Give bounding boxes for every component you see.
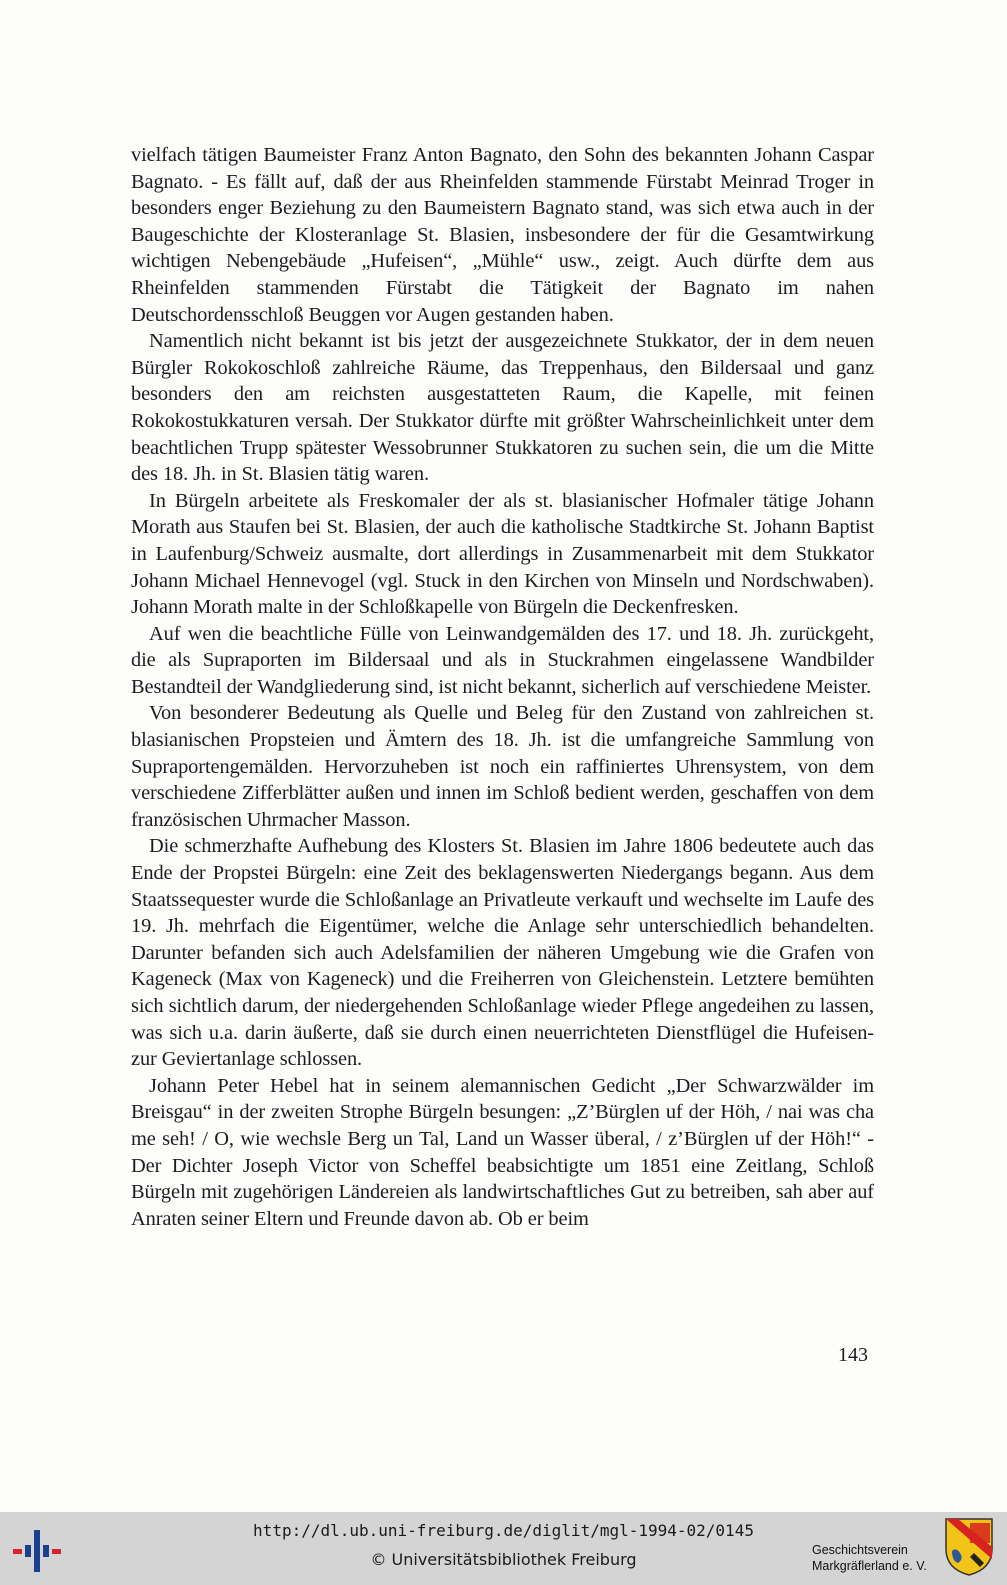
paragraph-5: Von besonderer Bedeutung als Quelle und Beleg für den Zustand von zahlreichen st. blasianischen Propsteien und Ämtern des 18. Jh. ist die umfangreiche Sammlung von Supraportengemälden. Hervorzuheben ist noch ein raffiniertes Uhrensystem, von dem verschiedene Zifferblätter außen und innen im Schloß bedient werden, geschaffen von dem französischen Uhrmacher Masson. [131, 702, 874, 831]
footer-url-link[interactable]: http://dl.ub.uni-freiburg.de/diglit/mgl-1994-02/0145 [253, 1521, 754, 1540]
paragraph-3: In Bürgeln arbeitete als Freskomaler der als st. blasianischer Hofmaler tätige Johann Morath aus Staufen bei St. Blasien, der auch die katholische Stadtkirche St. Johann Baptist in Laufenburg/Schweiz ausmalte, dort allerdings in Zusammenarbeit mit dem Stukkator Johann Michael Hennevogel (vgl. Stuck in den Kirchen von Minseln und Nordschwaben). Johann Morath malte in der Schloßkapelle von Bürgeln die Deckenfresken. [131, 489, 874, 619]
paragraph-1: vielfach tätigen Baumeister Franz Anton Bagnato, den Sohn des bekannten Johann Caspar Bagnato. - Es fällt auf, daß der aus Rheinfelden stammende Fürstabt Meinrad Troger in besonders enger Beziehung zu den Baumeistern Bagnato stand, was sich etwa auch in der Baugeschichte der Klosteranlage St. Blasien, insbesondere der für die Gesamtwirkung wichtigen Nebengebäude „Hufeisen“, „Mühle“ usw., zeigt. Auch dürfte dem aus Rheinfelden stammenden Fürstabt die Tätigkeit der Bagnato im nahen Deutschordensschloß Beuggen vor Augen gestanden haben. [131, 144, 874, 326]
paragraph-4: Auf wen die beachtliche Fülle von Leinwandgemälden des 17. und 18. Jh. zurückgeht, die als Supraporten im Bildersaal und als in Stuckrahmen eingelassene Wandbilder Bestandteil der Wandgliederung sind, ist nicht bekannt, sicherlich auf verschiedene Meister. [131, 622, 874, 698]
footer-bar [0, 1512, 1007, 1585]
body-text [131, 142, 874, 1232]
society-line-2: Markgräflerland e. V. [812, 1559, 927, 1573]
paragraph-2: Namentlich nicht bekannt ist bis jetzt der ausgezeichnete Stukkator, der in dem neuen Bürgler Rokokoschloß zahlreiche Räume, das Treppenhaus, den Bildersaal und ganz besonders den am reichsten ausgestatteten Raum, die Kapelle, mit feinen Rokokostukkaturen versah. Der Stukkator dürfte mit größter Wahrscheinlichkeit unter dem beachtlichen Trupp spätester Wessobrunner Stukkatoren zu suchen sein, die um die Mitte des 18. Jh. in St. Blasien tätig waren. [131, 330, 874, 486]
footer-copyright: © Universitätsbibliothek Freiburg [370, 1550, 637, 1569]
page-number: 143 [838, 1344, 868, 1366]
footer-society-name [812, 1542, 942, 1574]
paragraph-6: Die schmerzhafte Aufhebung des Klosters St. Blasien im Jahre 1806 bedeutete auch das Ende der Propstei Bürgeln: eine Zeit des beklagenswerten Niedergangs begann. Aus dem Staatssequester wurde die Schloßanlage an Privatleute verkauft und wechselte im Laufe des 19. Jh. mehrfach die Eigentümer, welche die Anlage sehr unterschiedlich behandelten. Darunter befanden sich auch Adelsfamilien der näheren Umgebung wie die Grafen von Kageneck (Max von Kageneck) und die Freiherren von Gleichenstein. Letztere bemühten sich sichtlich darum, der niedergehenden Schloßanlage wieder Pflege angedeihen zu lassen, was sich u.a. darin äußerte, daß sie durch einen neuerrichteten Dienstflügel die Hufeisen- zur Geviertanlage schlossen. [131, 835, 874, 1071]
coat-of-arms-icon [944, 1517, 994, 1577]
society-line-1: Geschichtsverein [812, 1543, 908, 1557]
paragraph-7: Johann Peter Hebel hat in seinem alemannischen Gedicht „Der Schwarzwälder im Breisgau“ in der zweiten Strophe Bürgeln besungen: „Z’Bürglen uf der Höh, / nai was cha me seh! / O, wie wechsle Berg un Tal, Land un Wasser überal, / z’Bürglen uf der Höh!“ - Der Dichter Joseph Victor von Scheffel beabsichtigte um 1851 eine Zeitlang, Schloß Bürgeln mit zugehörigen Ländereien als landwirtschaftliches Gut zu betreiben, sah aber auf Anraten seiner Eltern und Freunde davon ab. Ob er beim [131, 1074, 874, 1230]
